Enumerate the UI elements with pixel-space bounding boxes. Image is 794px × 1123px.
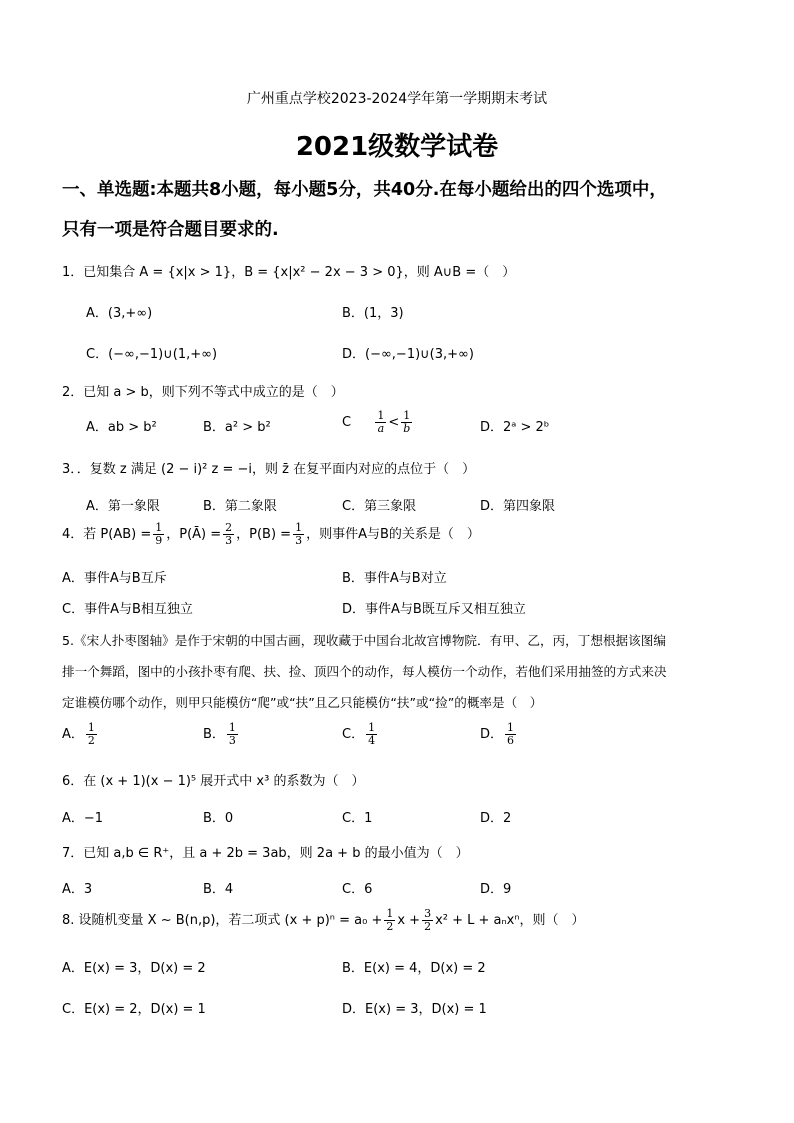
question-8-option-b: B．E(x) = 4，D(x) = 2 [342,961,486,976]
question-8-fraction-1: $\frac{1}{2}$ [386,907,394,933]
question-3-option-d: D．第四象限 [480,499,556,514]
question-5-line-1: 5.《宋人扑枣图轴》是作于宋朝的中国古画，现收藏于中国台北故宫博物院．有甲、乙，丙，丁想根据该图编 [62,633,666,648]
question-8-option-d: D．E(x) = 3，D(x) = 1 [342,1002,487,1017]
question-8-stem-mid1: x + [397,913,421,928]
question-2-option-d: D．2ᵃ > 2ᵇ [480,420,550,435]
section-heading-line1: 一、单选题:本题共8小题，每小题5分，共40分.在每小题给出的四个选项中， [62,180,667,200]
question-4-fraction-2: $\frac{2}{3}$ [225,521,233,547]
question-6-stem: 6．在 (x + 1)(x − 1)⁵ 展开式中 x³ 的系数为（ ） [62,774,365,789]
question-6-option-a: A．−1 [62,811,104,826]
question-5-line-2: 排一个舞蹈，图中的小孩扑枣有爬、扶、捡、顶四个的动作，每人模仿一个动作，若他们采用抽签的方式来决 [62,664,667,679]
question-7-option-c: C．6 [342,882,373,897]
question-2-stem: 2．已知 a > b，则下列不等式中成立的是（ ） [62,385,344,400]
question-3-option-b: B．第二象限 [203,499,277,514]
question-7-option-a: A．3 [62,882,93,897]
section-heading-line2: 只有一项是符合题目要求的. [62,220,279,240]
question-1-option-d: D．(−∞,−1)∪(3,+∞) [342,347,474,362]
question-4-option-c: C．事件A与B相互独立 [62,602,193,617]
question-8-fraction-2: $\frac{3}{2}$ [424,907,432,933]
question-4-option-d: D．事件A与B既互斥又相互独立 [342,602,526,617]
question-1-stem: 1．已知集合 A = {x|x > 1}，B = {x|x² − 2x − 3 > 0}，则 A∪B =（ ） [62,265,516,280]
question-2-option-c-lhs-fraction: $\frac{1}{a}$ [377,409,385,435]
question-4-stem-mid1: ，P(Ā) = [166,527,222,542]
question-1-option-c: C．(−∞,−1)∪(1,+∞) [86,347,218,362]
question-8-option-a: A．E(x) = 3，D(x) = 2 [62,961,206,976]
question-6-option-b: B．0 [203,811,234,826]
exam-header: 广州重点学校2023-2024学年第一学期期末考试 [246,91,548,107]
question-8-option-c: C．E(x) = 2，D(x) = 1 [62,1002,206,1017]
question-7-option-b: B．4 [203,882,234,897]
question-4-option-a: A．事件A与B互斥 [62,571,167,586]
question-2-option-c [342,410,414,435]
question-4-stem [62,522,480,547]
question-4-stem-prefix: 4．若 P(AB) = [62,527,152,542]
question-4-fraction-1: $\frac{1}{9}$ [155,521,163,547]
question-2-option-a: A．ab > b² [86,420,157,435]
question-8-stem-prefix: 8. 设随机变量 X ~ B(n,p)，若二项式 (x + p)ⁿ = a₀ + [62,913,383,928]
question-1-option-a: A．(3,+∞) [86,306,153,321]
exam-title: 2021级数学试卷 [295,132,499,162]
question-7-stem: 7．已知 a,b ∈ R⁺，且 a + 2b = 3ab，则 2a + b 的最小值为（ ） [62,846,469,861]
question-3-option-c: C．第三象限 [342,499,417,514]
question-8-stem-suffix: x² + L + aₙxⁿ，则（ ） [435,913,585,928]
question-5-option-a: A． $\frac{1}{2}$ [62,721,95,747]
question-4-fraction-3: $\frac{1}{3}$ [295,521,303,547]
question-4-stem-mid2: ，P(B) = [236,527,292,542]
question-5-option-b: B． $\frac{1}{3}$ [203,721,236,747]
question-6-option-c: C．1 [342,811,373,826]
question-4-stem-suffix: ，则事件A与B的关系是（ ） [306,527,480,542]
question-5-line-3: 定谁模仿哪个动作，则甲只能模仿“爬”或“扶”且乙只能模仿“扶”或“捡”的概率是（ ） [62,695,543,710]
question-8-stem [62,908,585,933]
question-6-option-d: D．2 [480,811,512,826]
question-3-option-a: A．第一象限 [86,499,160,514]
question-5-option-c: C． $\frac{1}{4}$ [342,721,376,747]
question-4-option-b: B．事件A与B对立 [342,571,447,586]
question-3-stem: 3．．复数 z 满足 (2 − i)² z = −i，则 z̄ 在复平面内对应的点位于（ ） [62,462,476,477]
question-1-option-b: B．(1，3) [342,306,404,321]
question-2-option-b: B．a² > b² [203,420,271,435]
question-2-option-c-rhs-fraction: $\frac{1}{b}$ [403,409,411,435]
question-7-option-d: D．9 [480,882,512,897]
question-2-option-c-label: C [342,415,352,430]
question-5-option-d: D． $\frac{1}{6}$ [480,721,515,747]
question-2-option-c-operator: < [388,415,400,430]
